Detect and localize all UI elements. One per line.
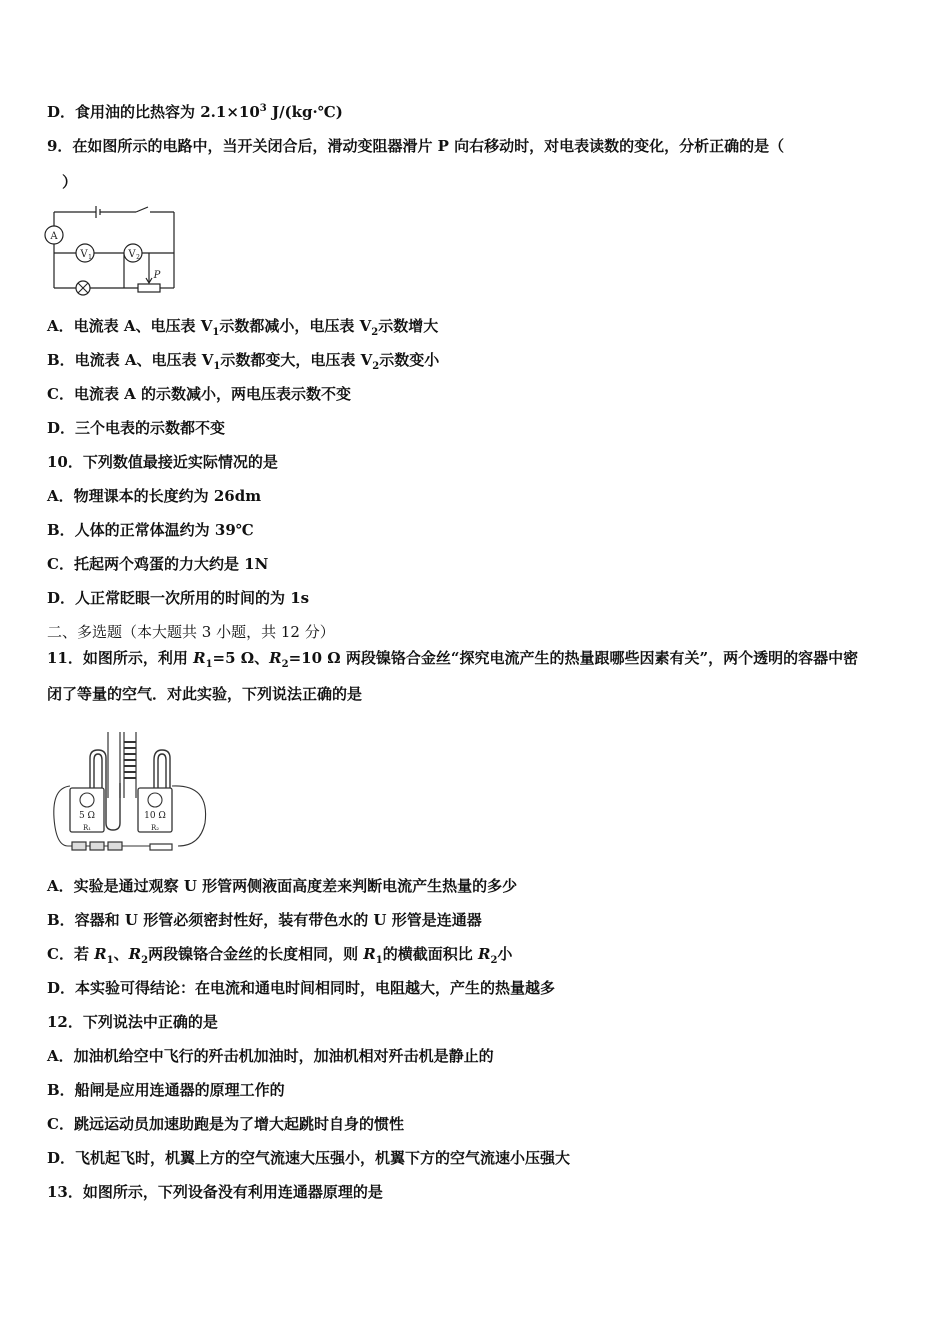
q11-stem	[47, 648, 910, 668]
q8-option-d	[47, 102, 910, 122]
q11-c-r3: R	[363, 945, 376, 963]
q11-experiment-figure	[50, 728, 220, 863]
q11-c-s1: 1	[106, 955, 114, 966]
q9-b-part3: 示数变小	[379, 351, 440, 369]
q10-option-a: A．物理课本的长度约为 26dm	[47, 487, 262, 505]
q9-stem-close: ）	[62, 173, 78, 191]
q11-c-part3: 两段镍铬合金丝的长度相同，则	[148, 945, 364, 963]
q10-option-c: C．托起两个鸡蛋的力大约是 1N	[47, 555, 269, 573]
q9-b-sub2: 2	[372, 361, 380, 372]
q11-c-s4: 2	[490, 955, 498, 966]
q11-c-part1: C．若	[47, 945, 95, 963]
q9-a-sub2: 2	[371, 327, 379, 338]
q11-c-s3: 1	[375, 955, 383, 966]
q11-c-r2: R	[128, 945, 142, 963]
q11-stem-line2: 闭了等量的空气．对此实验，下列说法正确的是	[47, 685, 363, 703]
voltmeter-1-label: V	[80, 249, 88, 260]
voltmeter-1-sub: 1	[88, 254, 92, 261]
q12-option-a: A．加油机给空中飞行的歼击机加油时，加油机相对歼击机是静止的	[47, 1047, 494, 1065]
q12-stem: 12．下列说法中正确的是	[47, 1013, 218, 1031]
q11-c-s2: 2	[141, 955, 149, 966]
q9-circuit-diagram	[44, 204, 184, 300]
q8-option-d-exponent: 3	[259, 103, 267, 114]
q11-option-c	[47, 944, 910, 964]
q9-b-part2: 示数都变大，电压表 V	[220, 351, 373, 369]
q11-c-r1: R	[94, 945, 107, 963]
q9-b-part1: B．电流表 A、电压表 V	[47, 351, 214, 369]
q11-c-part4: 的横截面积比	[382, 945, 478, 963]
q11-eq2: =10 Ω 两段镍铬合金丝“探究电流产生的热量跟哪些因素有关”，两个透明的容器中密	[288, 649, 859, 667]
q11-c-part2: 、	[113, 945, 129, 963]
q9-option-c: C．电流表 A 的示数减小，两电压表示数不变	[47, 385, 352, 403]
q13-stem: 13．如图所示，下列设备没有利用连通器原理的是	[47, 1183, 383, 1201]
q9-a-part1: A．电流表 A、电压表 V	[47, 317, 213, 335]
q11-r2-sub: 2	[281, 659, 289, 670]
section-heading: 二、多选题（本大题共 3 小题，共 12 分）	[47, 623, 335, 641]
q11-r1: R	[193, 649, 206, 667]
q9-stem: 9．在如图所示的电路中，当开关闭合后，滑动变阻器滑片 P 向右移动时，对电表读数的变化，分析正确的是（	[47, 137, 785, 155]
q11-option-a: A．实验是通过观察 U 形管两侧液面高度差来判断电流产生热量的多少	[47, 877, 518, 895]
ammeter-label: A	[50, 231, 58, 242]
q11-c-r4: R	[477, 945, 491, 963]
q11-c-part5: 小	[497, 945, 513, 963]
q9-option-a	[47, 316, 910, 336]
q11-stem-intro: 11．如图所示，利用	[47, 649, 194, 667]
q8-option-d-unit: J/(kg·℃)	[266, 103, 343, 121]
q9-a-sub1: 1	[212, 327, 220, 338]
q11-option-d: D．本实验可得结论：在电流和通电时间相同时，电阻越大，产生的热量越多	[47, 979, 556, 997]
q10-option-b: B．人体的正常体温约为 39℃	[47, 521, 254, 539]
q11-r2: R	[269, 649, 282, 667]
right-r-label: R₂	[150, 824, 160, 832]
slider-label: P	[153, 270, 161, 281]
q11-eq1: =5 Ω、	[212, 649, 270, 667]
q9-b-sub1: 1	[213, 361, 221, 372]
q12-option-b: B．船闸是应用连通器的原理工作的	[47, 1081, 285, 1099]
q11-option-b: B．容器和 U 形管必须密封性好，装有带色水的 U 形管是连通器	[47, 911, 482, 929]
q12-option-d: D．飞机起飞时，机翼上方的空气流速大压强小，机翼下方的空气流速小压强大	[47, 1149, 571, 1167]
q10-option-d: D．人正常眨眼一次所用的时间的为 1s	[47, 589, 310, 607]
q11-r1-sub: 1	[205, 659, 213, 670]
q12-option-c: C．跳远运动员加速助跑是为了增大起跳时自身的惯性	[47, 1115, 404, 1133]
q9-option-b	[47, 350, 910, 370]
right-resistor-label: 10 Ω	[144, 811, 166, 821]
voltmeter-2-sub: 2	[136, 254, 140, 261]
q10-stem: 10．下列数值最接近实际情况的是	[47, 453, 278, 471]
q9-a-part3: 示数增大	[378, 317, 439, 335]
q9-a-part2: 示数都减小，电压表 V	[219, 317, 372, 335]
q9-option-d: D．三个电表的示数都不变	[47, 419, 226, 437]
left-resistor-label: 5 Ω	[78, 811, 96, 821]
q8-option-d-text: D．食用油的比热容为 2.1×10	[47, 103, 260, 121]
left-r-label: R₁	[82, 824, 92, 832]
voltmeter-2-label: V	[128, 249, 136, 260]
